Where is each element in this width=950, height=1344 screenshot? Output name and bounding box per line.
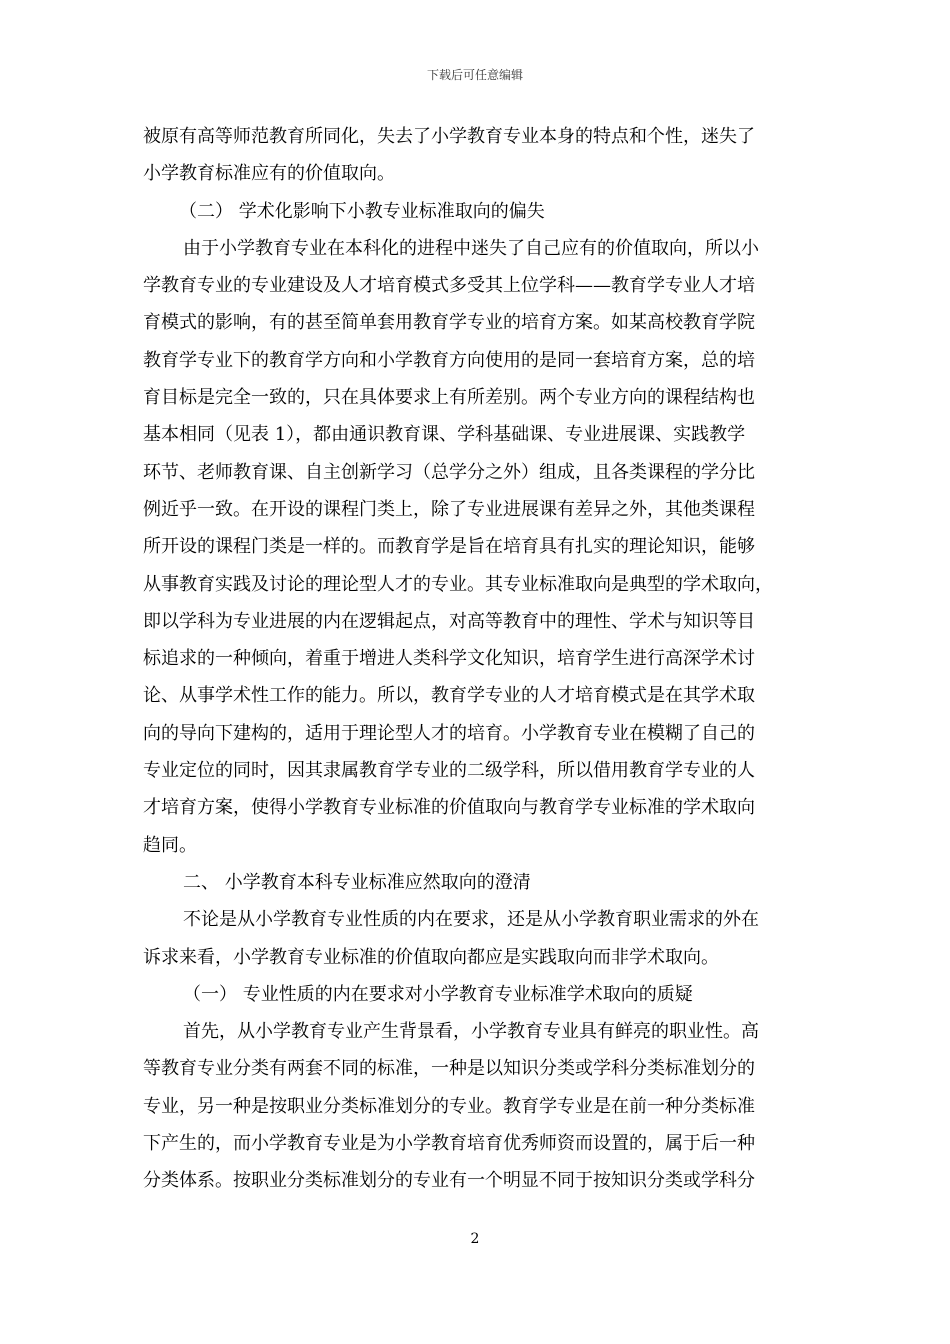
- paragraph-line: 例近乎一致。在开设的课程门类上，除了专业进展课有差异之外，其他类课程: [143, 498, 755, 520]
- paragraph-line: 下产生的，而小学教育专业是为小学教育培育优秀师资而设置的，属于后一种: [143, 1133, 755, 1155]
- paragraph-line: 育目标是完全一致的，只在具体要求上有所差别。两个专业方向的课程结构也: [143, 387, 755, 409]
- body-text: [143, 118, 808, 1200]
- paragraph-line: 小学教育标准应有的价值取向。: [143, 163, 395, 185]
- paragraph-line: 即以学科为专业进展的内在逻辑起点，对高等教育中的理性、学术与知识等目: [143, 610, 755, 632]
- paragraph-line: 教育学专业下的教育学方向和小学教育方向使用的是同一套培育方案，总的培: [143, 349, 755, 371]
- section-heading: 二、 小学教育本科专业标准应然取向的澄清: [183, 871, 531, 893]
- paragraph-line: 才培育方案，使得小学教育专业标准的价值取向与教育学专业标准的学术取向: [143, 797, 755, 819]
- section-heading: （一） 专业性质的内在要求对小学教育专业标准学术取向的质疑: [183, 983, 693, 1005]
- section-heading: （二） 学术化影响下小教专业标准取向的偏失: [179, 200, 545, 222]
- paragraph-line: 诉求来看，小学教育专业标准的价值取向都应是实践取向而非学术取向。: [143, 946, 719, 968]
- paragraph-line: 所开设的课程门类是一样的。而教育学是旨在培育具有扎实的理论知识，能够: [143, 536, 755, 558]
- page-number: 2: [470, 1231, 480, 1247]
- paragraph-line: 基本相同（见表 1），都由通识教育课、学科基础课、专业进展课、实践教学: [143, 424, 746, 446]
- paragraph-line: 趋同。: [143, 834, 197, 856]
- paragraph-line: 被原有高等师范教育所同化，失去了小学教育专业本身的特点和个性，迷失了: [143, 126, 755, 147]
- paragraph-line: 向的导向下建构的，适用于理论型人才的培育。小学教育专业在模糊了自己的: [143, 722, 755, 744]
- paragraph-line: 不论是从小学教育专业性质的内在要求，还是从小学教育职业需求的外在: [183, 909, 759, 931]
- paragraph-line: 育模式的影响，有的甚至简单套用教育学专业的培育方案。如某高校教育学院: [143, 312, 755, 334]
- paragraph-line: 环节、老师教育课、自主创新学习（总学分之外）组成，且各类课程的学分比: [143, 461, 755, 483]
- paragraph-line: 等教育专业分类有两套不同的标准，一种是以知识分类或学科分类标准划分的: [143, 1058, 755, 1080]
- paragraph-line: 由于小学教育专业在本科化的进程中迷失了自己应有的价值取向，所以小: [183, 237, 759, 259]
- paragraph-line: 专业定位的同时，因其隶属教育学专业的二级学科，所以借用教育学专业的人: [143, 760, 755, 782]
- paragraph-line: 标追求的一种倾向，着重于增进人类科学文化知识，培育学生进行高深学术讨: [143, 648, 755, 670]
- paragraph-line: 分类体系。按职业分类标准划分的专业有一个明显不同于按知识分类或学科分: [143, 1170, 755, 1192]
- paragraph-line: 学教育专业的专业建设及人才培育模式多受其上位学科——教育学专业人才培: [143, 275, 755, 297]
- paragraph-line: 从事教育实践及讨论的理论型人才的专业。其专业标准取向是典型的学术取向，: [143, 573, 773, 595]
- paragraph-line: 首先，从小学教育专业产生背景看，小学教育专业具有鲜亮的职业性。高: [183, 1021, 759, 1043]
- paragraph-line: 专业，另一种是按职业分类标准划分的专业。教育学专业是在前一种分类标准: [143, 1095, 755, 1117]
- paragraph-line: 论、从事学术性工作的能力。所以，教育学专业的人才培育模式是在其学术取: [143, 685, 755, 707]
- page-header: 下载后可任意编辑: [426, 68, 523, 82]
